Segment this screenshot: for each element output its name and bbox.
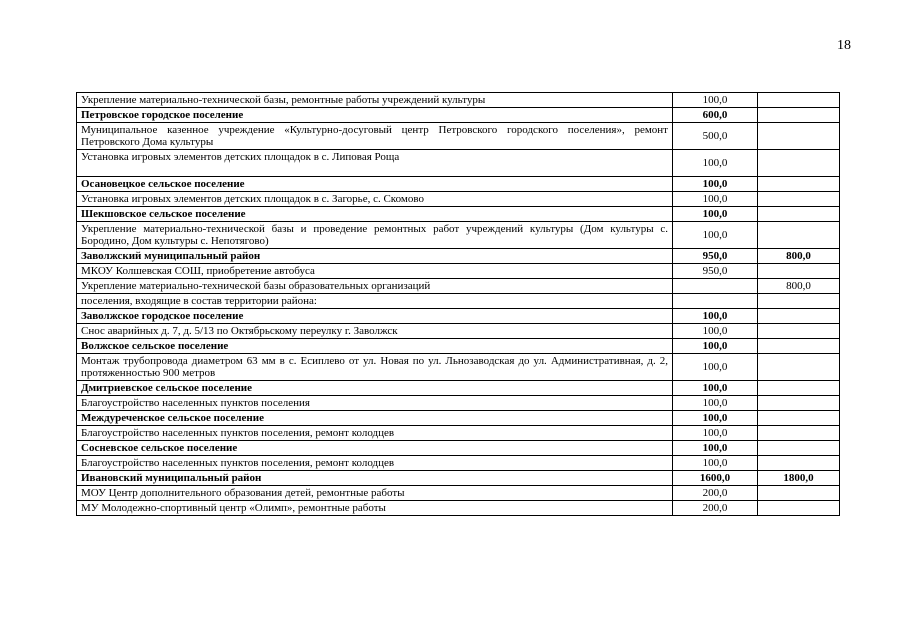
amount-col2-cell: [758, 396, 840, 411]
amount-col2-cell: [758, 123, 840, 150]
amount-col1-cell: 200,0: [673, 486, 758, 501]
row-name-cell: МОУ Центр дополнительного образования детей, ремонтные работы: [77, 486, 673, 501]
table-row: [77, 501, 840, 516]
row-name-cell: Заволжское городское поселение: [77, 309, 673, 324]
amount-col2-cell: 1800,0: [758, 471, 840, 486]
row-name-cell: Укрепление материально-технической базы образовательных организаций: [77, 279, 673, 294]
row-name-cell: Дмитриевское сельское поселение: [77, 381, 673, 396]
row-name-cell: Установка игровых элементов детских площадок в с. Загорье, с. Скомово: [77, 192, 673, 207]
amount-col1-cell: 100,0: [673, 411, 758, 426]
amount-col2-cell: [758, 426, 840, 441]
table-row: [77, 426, 840, 441]
row-name-cell: Сосневское сельское поселение: [77, 441, 673, 456]
amount-col2-cell: [758, 411, 840, 426]
amount-col2-cell: [758, 381, 840, 396]
amount-col1-cell: 100,0: [673, 381, 758, 396]
table-row: [77, 222, 840, 249]
row-name-cell: Ивановский муниципальный район: [77, 471, 673, 486]
budget-table: [76, 92, 840, 516]
amount-col1-cell: 100,0: [673, 150, 758, 177]
amount-col1-cell: 950,0: [673, 264, 758, 279]
amount-col1-cell: 100,0: [673, 396, 758, 411]
row-name-cell: Волжское сельское поселение: [77, 339, 673, 354]
section-row: [77, 471, 840, 486]
row-name-cell: Укрепление материально-технической базы и проведение ремонтных работ учреждений культуры (Дом культуры с. Бородино, Дом культуры с. Непотягово): [77, 222, 673, 249]
table-row: [77, 354, 840, 381]
page-number: 18: [837, 38, 851, 53]
row-name-cell: поселения, входящие в состав территории района:: [77, 294, 673, 309]
section-row: [77, 177, 840, 192]
table-row: [77, 93, 840, 108]
amount-col1-cell: 600,0: [673, 108, 758, 123]
amount-col2-cell: [758, 486, 840, 501]
amount-col1-cell: 100,0: [673, 93, 758, 108]
row-name-cell: Муниципальное казенное учреждение «Культурно-досуговый центр Петровского городского поселения», ремонт Петровского Дома культуры: [77, 123, 673, 150]
table-row: [77, 396, 840, 411]
row-name-cell: Петровское городское поселение: [77, 108, 673, 123]
row-name-cell: МКОУ Колшевская СОШ, приобретение автобуса: [77, 264, 673, 279]
table-row: [77, 150, 840, 177]
amount-col1-cell: 100,0: [673, 309, 758, 324]
row-name-cell: Благоустройство населенных пунктов поселения, ремонт колодцев: [77, 456, 673, 471]
amount-col2-cell: [758, 501, 840, 516]
row-name-cell: Монтаж трубопровода диаметром 63 мм в с. Есиплево от ул. Новая по ул. Льнозаводская до ул. Административная, д. 2, протяженностью 900 метров: [77, 354, 673, 381]
row-name-cell: Укрепление материально-технической базы, ремонтные работы учреждений культуры: [77, 93, 673, 108]
amount-col1-cell: 100,0: [673, 441, 758, 456]
section-row: [77, 381, 840, 396]
row-name-cell: Установка игровых элементов детских площадок в с. Липовая Роща: [77, 150, 673, 177]
amount-col1-cell: 100,0: [673, 426, 758, 441]
row-name-cell: Снос аварийных д. 7, д. 5/13 по Октябрьскому переулку г. Заволжск: [77, 324, 673, 339]
amount-col1-cell: 500,0: [673, 123, 758, 150]
table-row: [77, 279, 840, 294]
section-row: [77, 339, 840, 354]
amount-col1-cell: 1600,0: [673, 471, 758, 486]
amount-col2-cell: [758, 324, 840, 339]
amount-col2-cell: [758, 309, 840, 324]
table-row: [77, 294, 840, 309]
amount-col2-cell: [758, 441, 840, 456]
amount-col2-cell: [758, 93, 840, 108]
section-row: [77, 441, 840, 456]
row-name-cell: МУ Молодежно-спортивный центр «Олимп», ремонтные работы: [77, 501, 673, 516]
table-row: [77, 264, 840, 279]
section-row: [77, 108, 840, 123]
row-name-cell: Благоустройство населенных пунктов поселения: [77, 396, 673, 411]
section-row: [77, 411, 840, 426]
amount-col1-cell: 100,0: [673, 354, 758, 381]
amount-col2-cell: [758, 108, 840, 123]
row-name-cell: Междуреченское сельское поселение: [77, 411, 673, 426]
amount-col2-cell: [758, 222, 840, 249]
row-name-cell: Осановецкое сельское поселение: [77, 177, 673, 192]
amount-col2-cell: [758, 294, 840, 309]
amount-col2-cell: [758, 339, 840, 354]
amount-col2-cell: [758, 192, 840, 207]
amount-col2-cell: [758, 264, 840, 279]
amount-col1-cell: 950,0: [673, 249, 758, 264]
budget-table-body: [77, 93, 840, 516]
section-row: [77, 309, 840, 324]
table-row: [77, 192, 840, 207]
amount-col1-cell: 200,0: [673, 501, 758, 516]
amount-col2-cell: [758, 150, 840, 177]
amount-col1-cell: 100,0: [673, 207, 758, 222]
amount-col1-cell: 100,0: [673, 177, 758, 192]
table-row: [77, 324, 840, 339]
amount-col1-cell: 100,0: [673, 324, 758, 339]
table-row: [77, 486, 840, 501]
row-name-cell: Благоустройство населенных пунктов поселения, ремонт колодцев: [77, 426, 673, 441]
amount-col1-cell: 100,0: [673, 339, 758, 354]
amount-col2-cell: [758, 207, 840, 222]
row-name-cell: Заволжский муниципальный район: [77, 249, 673, 264]
table-row: [77, 456, 840, 471]
amount-col2-cell: [758, 456, 840, 471]
amount-col1-cell: [673, 294, 758, 309]
amount-col1-cell: [673, 279, 758, 294]
amount-col1-cell: 100,0: [673, 192, 758, 207]
amount-col1-cell: 100,0: [673, 456, 758, 471]
section-row: [77, 249, 840, 264]
amount-col2-cell: 800,0: [758, 249, 840, 264]
amount-col2-cell: [758, 177, 840, 192]
section-row: [77, 207, 840, 222]
amount-col2-cell: [758, 354, 840, 381]
amount-col1-cell: 100,0: [673, 222, 758, 249]
row-name-cell: Шекшовское сельское поселение: [77, 207, 673, 222]
table-row: [77, 123, 840, 150]
amount-col2-cell: 800,0: [758, 279, 840, 294]
